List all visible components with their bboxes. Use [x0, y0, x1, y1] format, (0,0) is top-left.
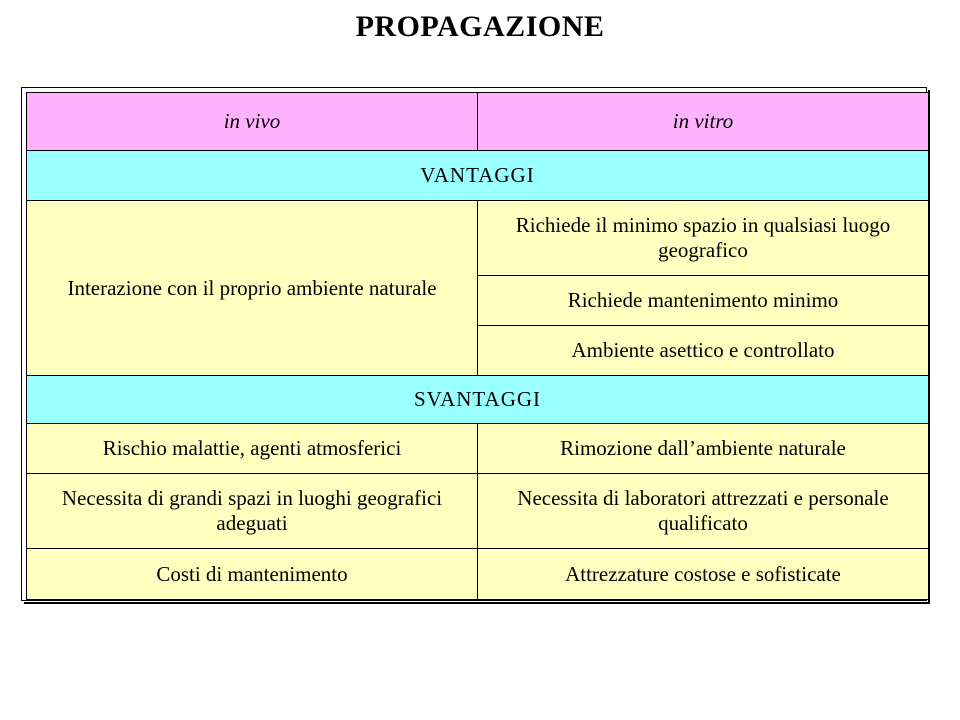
- comparison-table: [26, 92, 929, 600]
- table-row: [27, 549, 929, 600]
- svantaggi-in-vivo-1: Rischio malattie, agenti atmosferici: [27, 424, 478, 474]
- vantaggi-in-vitro-3: Ambiente asettico e controllato: [478, 326, 929, 376]
- header-in-vivo: in vivo: [27, 93, 478, 151]
- section-row-vantaggi: [27, 151, 929, 201]
- table-row: [27, 474, 929, 549]
- page-title: PROPAGAZIONE: [355, 10, 605, 43]
- vantaggi-in-vivo: Interazione con il proprio ambiente naturale: [27, 201, 478, 376]
- svantaggi-in-vivo-2: Necessita di grandi spazi in luoghi geografici adeguati: [27, 474, 478, 549]
- section-svantaggi: SVANTAGGI: [27, 376, 929, 424]
- vantaggi-in-vitro-1: Richiede il minimo spazio in qualsiasi luogo geografico: [478, 201, 929, 276]
- vantaggi-in-vitro-2: Richiede mantenimento minimo: [478, 276, 929, 326]
- header-in-vitro: in vitro: [478, 93, 929, 151]
- table-row: [27, 201, 929, 276]
- svantaggi-in-vivo-3: Costi di mantenimento: [27, 549, 478, 600]
- svantaggi-in-vitro-3: Attrezzature costose e sofisticate: [478, 549, 929, 600]
- table-row: [27, 424, 929, 474]
- header-row: [27, 93, 929, 151]
- svantaggi-in-vitro-2: Necessita di laboratori attrezzati e personale qualificato: [478, 474, 929, 549]
- section-row-svantaggi: [27, 376, 929, 424]
- section-vantaggi: VANTAGGI: [27, 151, 929, 201]
- svantaggi-in-vitro-1: Rimozione dall’ambiente naturale: [478, 424, 929, 474]
